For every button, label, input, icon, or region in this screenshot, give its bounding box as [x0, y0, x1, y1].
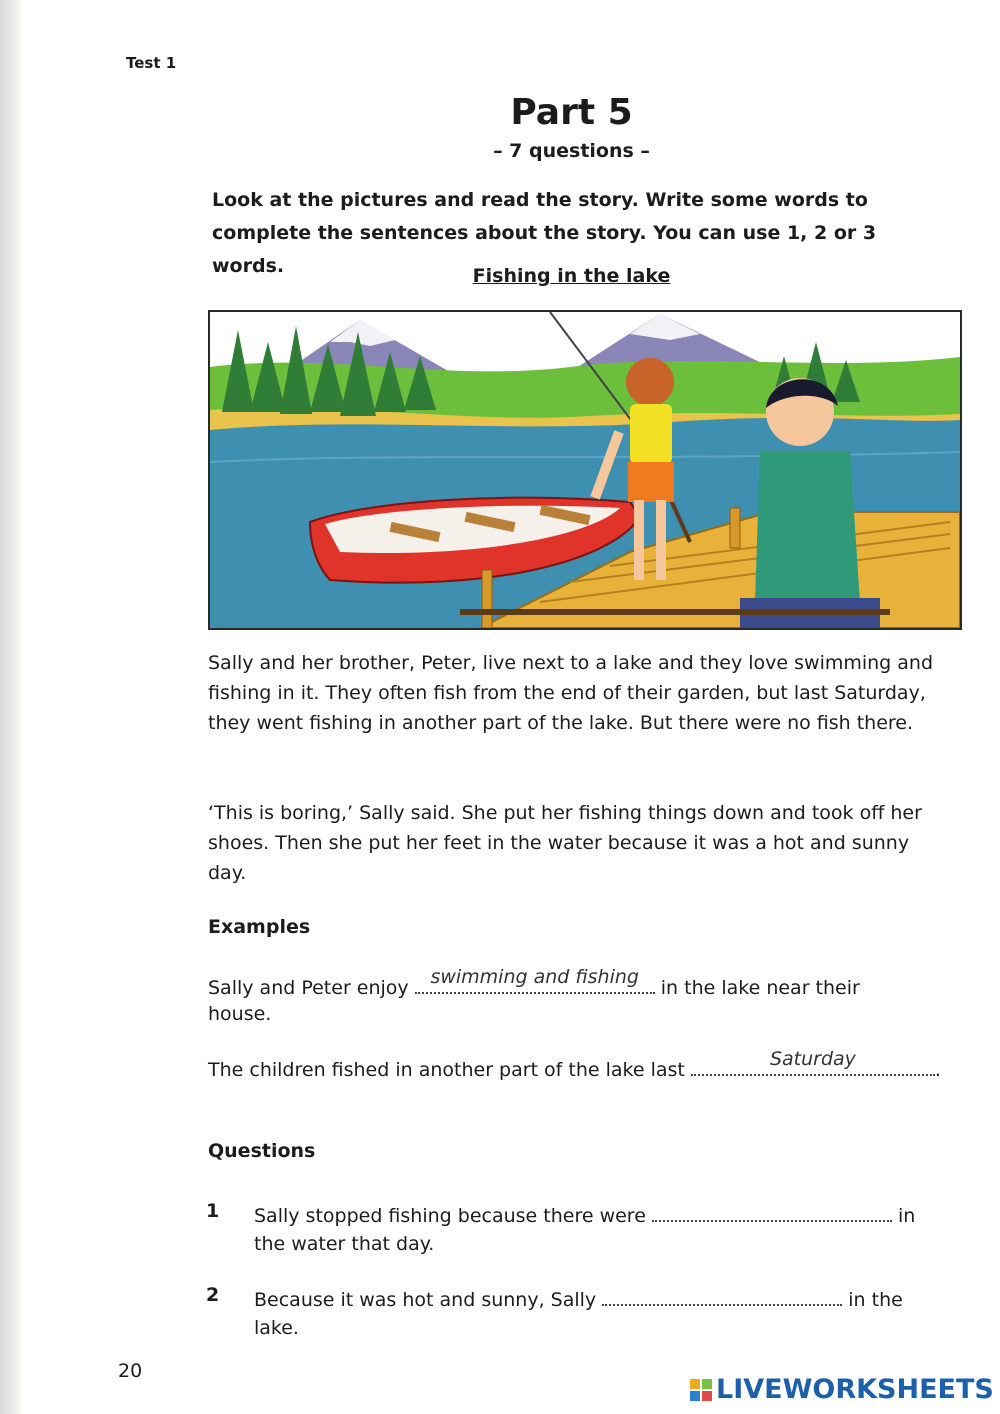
- question-2-number: 2: [206, 1284, 220, 1306]
- question-1-continuation: the water that day.: [254, 1233, 435, 1255]
- part-title: Part 5: [510, 92, 633, 133]
- question-2-after: in the: [848, 1289, 903, 1311]
- example-1-continuation: house.: [208, 1003, 272, 1025]
- example-2: [208, 1048, 941, 1084]
- page-binding-edge: [0, 0, 22, 1414]
- example-1-after: in the lake near their: [660, 977, 860, 999]
- example-2-answer: Saturday: [769, 1048, 856, 1070]
- example-1-before: Sally and Peter enjoy: [208, 977, 409, 999]
- question-1-answer-field[interactable]: [652, 1200, 892, 1222]
- example-1: [208, 966, 860, 1002]
- question-1: [254, 1200, 934, 1258]
- page-number: 20: [118, 1360, 143, 1382]
- story-paragraph-2: ‘This is boring,’ Sally said. She put her fishing things down and took off her shoes. Then she put her feet in the water because it was a hot and sunny day.: [208, 802, 922, 884]
- example-2-answer-field[interactable]: [691, 1048, 935, 1076]
- liveworksheets-icon: [690, 1379, 712, 1401]
- question-2-before: Because it was hot and sunny, Sally: [254, 1289, 597, 1311]
- question-2-answer-field[interactable]: [602, 1284, 842, 1306]
- example-1-answer-field[interactable]: [415, 966, 655, 994]
- question-2-continuation: lake.: [254, 1317, 299, 1339]
- example-1-answer: swimming and fishing: [430, 966, 639, 988]
- example-2-before: The children fished in another part of the lake last: [208, 1059, 685, 1081]
- liveworksheets-logo: [690, 1374, 994, 1405]
- question-count: – 7 questions –: [493, 140, 650, 162]
- instructions: Look at the pictures and read the story. Write some words to complete the sentences about the story. You can use 1, 2 or 3 words.: [212, 189, 877, 277]
- story-paragraph-1: Sally and her brother, Peter, live next to a lake and they love swimming and fishing in it. They often fish from the end of their garden, but last Saturday, they went fishing in another part of the lake. But there were no fish there.: [208, 652, 934, 734]
- question-2: [254, 1284, 934, 1342]
- story-illustration: [208, 310, 962, 630]
- question-1-before: Sally stopped fishing because there were: [254, 1205, 646, 1227]
- question-1-number: 1: [206, 1200, 220, 1222]
- test-label: Test 1: [126, 54, 177, 72]
- brand-text: LIVEWORKSHEETS: [716, 1374, 994, 1405]
- questions-heading: Questions: [208, 1140, 316, 1162]
- examples-heading: Examples: [208, 916, 311, 938]
- story-title: Fishing in the lake: [472, 265, 671, 287]
- example-2-after: .: [934, 1059, 941, 1081]
- question-1-after: in: [897, 1205, 916, 1227]
